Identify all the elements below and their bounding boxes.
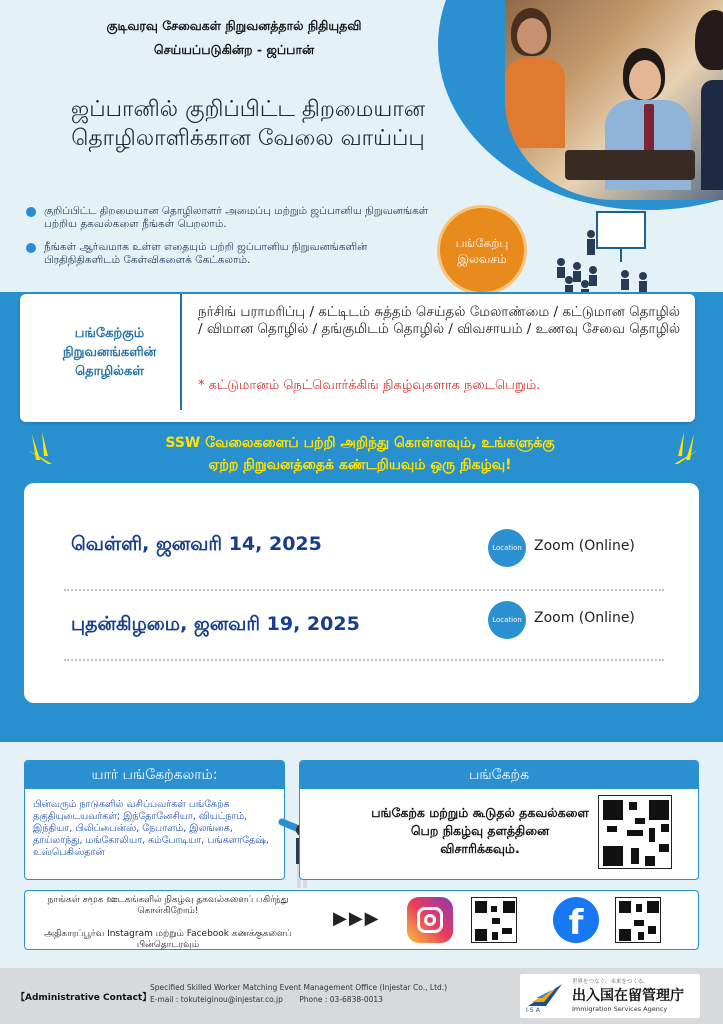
office-info — [150, 982, 447, 1006]
event-dates-panel — [24, 483, 699, 703]
highlight-burst-icon — [668, 430, 698, 466]
badge-line: பங்கேற்பு — [455, 236, 509, 250]
social-line: நாங்கள் சமூக ஊடகங்களில் நிகழ்வு தகவல்களைப் பகிர்ந்து கொள்கிறோம்! — [47, 895, 289, 916]
event-qr-code[interactable] — [598, 795, 672, 869]
benefit-text: நீங்கள் ஆர்வமாக உள்ள எதையும் பற்றி ஜப்பானிய நிறுவனங்களின் பிரதிநிதிகளிடம் கேள்விகளைக் கேட்கலாம். — [44, 241, 368, 266]
event-date: புதன்கிழமை, ஜனவரி 19, 2025 — [71, 613, 360, 635]
social-line: அதிகாரப்பூர்வ Instagram மற்றும் Facebook கணக்குகளைப் பின்தொடரவும் — [44, 929, 292, 950]
industries-label-line: தொழில்கள் — [74, 364, 144, 379]
sponsor-line: செய்யப்படுகின்ற - ஜப்பான் — [153, 42, 315, 57]
seminar-illustration-icon — [555, 210, 665, 300]
event-date-row — [24, 595, 699, 645]
phone-text: Phone : 03-6838-0013 — [299, 995, 383, 1004]
eligibility-text: பின்வரும் நாடுகளில் வசிப்பவர்கள் பங்கேற்க தகுதியுடையவர்கள்; இந்தோனேசியா, வியட்நாம், இந்தியா, பிலிப்பைன்ஸ், நேபாளம், இலங்கை, தாய்லாந்து, மங்கோலியா, கம்போடியா, பங்களாதேஷ், உஸ்பெகிஸ்தான் — [33, 799, 269, 858]
title-line: தொழிலாளிக்கான வேலை வாய்ப்பு — [71, 126, 425, 151]
industries-note: * கட்டுமானம் நெட்வொர்க்கிங் நிகழ்வுகளாக நடைபெறும். — [198, 378, 541, 393]
event-headline-line: SSW வேலைகளைப் பற்றி அறிந்து கொள்ளவும், உங்களுக்கு — [165, 435, 555, 451]
sponsor-header — [34, 14, 434, 62]
industries-label — [42, 324, 177, 381]
bullet-dot-icon — [26, 207, 36, 217]
isa-english-name: Immigration Services Agency — [572, 1005, 668, 1013]
arrow-right-icon: ▶▶▶ — [333, 908, 381, 929]
isa-logo — [520, 974, 700, 1018]
industries-panel — [20, 294, 695, 422]
eligibility-card — [24, 760, 285, 880]
social-media-panel — [24, 890, 699, 950]
benefit-item — [26, 241, 446, 267]
instagram-icon[interactable] — [407, 897, 453, 943]
dotted-divider — [64, 589, 664, 591]
dotted-divider — [64, 659, 664, 661]
isa-letters: ISA — [526, 1007, 542, 1014]
location-pin-icon: Location — [488, 529, 526, 567]
isa-name: 出入国在留管理庁 — [572, 988, 684, 1004]
industries-list: நர்சிங் பராமரிப்பு / கட்டிடம் சுத்தம் செய்தல் மேலாண்மை / கட்டுமான தொழில் / விமான தொழில் / தங்குமிடம் தொழில் / விவசாயம் / உணவு சேவை தொழில் — [198, 304, 681, 337]
sponsor-line: குடிவரவு சேவைகள் நிறுவனத்தால் நிதியுதவி — [106, 18, 362, 33]
photo-person-hair — [695, 10, 723, 70]
free-participation-badge — [437, 205, 527, 295]
page-title — [18, 95, 478, 153]
eligibility-heading: யார் பங்கேற்கலாம்: — [25, 761, 284, 789]
event-location: Zoom (Online) — [534, 610, 635, 626]
instagram-qr-code[interactable] — [471, 897, 517, 943]
instagram-lens — [424, 914, 436, 926]
divider — [180, 294, 182, 410]
industries-label-line: நிறுவனங்களின் — [62, 345, 157, 360]
photo-person-body — [701, 80, 723, 190]
benefit-list — [26, 205, 446, 277]
social-text — [33, 895, 303, 951]
event-headline-line: ஏற்ற நிறுவனத்தைக் கண்டறியவும் ஒரு நிகழ்வு! — [208, 457, 512, 473]
participation-heading: பங்கேற்க — [300, 761, 698, 789]
admin-contact-label: 【Administrative Contact】 — [16, 993, 152, 1003]
office-name: Specified Skilled Worker Matching Event Management Office (Injestar Co., Ltd.) — [150, 983, 448, 992]
photo-table — [565, 150, 695, 180]
event-date-row — [24, 523, 699, 573]
event-date: வெள்ளி, ஜனவரி 14, 2025 — [71, 533, 322, 555]
facebook-qr-code[interactable] — [615, 897, 661, 943]
photo-person-body — [505, 58, 565, 148]
top-section — [0, 0, 723, 292]
industries-label-line: பங்கேற்கும் — [74, 326, 145, 341]
email-text[interactable]: E-mail : tokuteiginou@injestar.co.jp — [150, 995, 283, 1004]
highlight-burst-icon — [28, 430, 58, 466]
photo-person-face — [629, 60, 661, 100]
event-location: Zoom (Online) — [534, 538, 635, 554]
footer — [0, 968, 723, 1024]
photo-person-face — [517, 18, 547, 54]
title-line: ஜப்பானில் குறிப்பிட்ட திறமையான — [70, 97, 426, 122]
bullet-dot-icon — [26, 243, 36, 253]
benefit-text: குறிப்பிட்ட திறமையான தொழிலாளர் அமைப்பு மற்றும் ஜப்பானிய நிறுவனங்கள் பற்றிய தகவல்களை நீங்கள் பெறலாம். — [44, 205, 429, 230]
benefit-item — [26, 205, 446, 231]
event-headline — [60, 432, 660, 476]
contact-line — [150, 994, 447, 1006]
badge-line: இலவசம் — [457, 252, 507, 266]
isa-tagline: 世界をつなぐ、未来をつくる。 — [572, 979, 649, 985]
participation-card — [299, 760, 699, 880]
business-meeting-photo — [505, 0, 723, 200]
facebook-icon[interactable]: f — [553, 897, 599, 943]
location-pin-icon: Location — [488, 601, 526, 639]
participation-text: பங்கேற்க மற்றும் கூடுதல் தகவல்களை பெற நிகழ்வு தளத்தினை விசாரிக்கவும். — [371, 805, 589, 856]
